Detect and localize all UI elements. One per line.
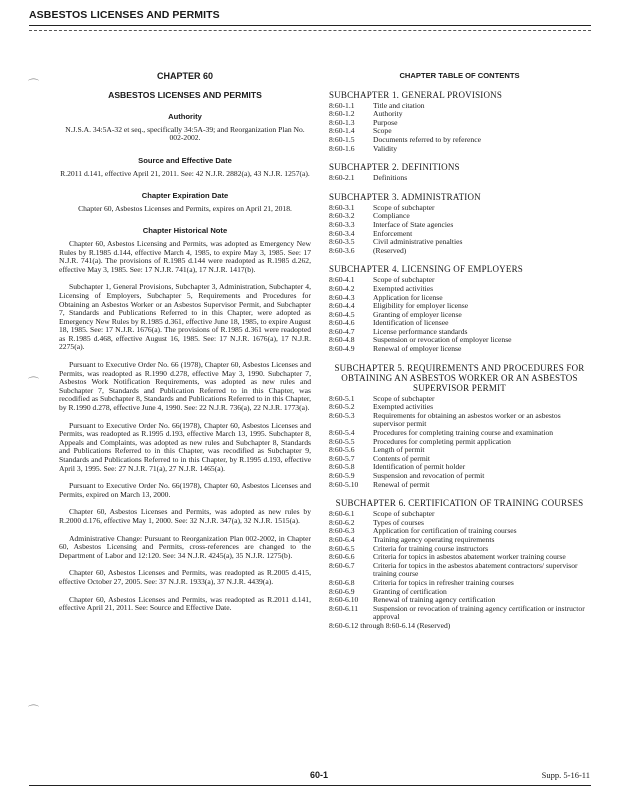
history-paragraph: Pursuant to Executive Order No. 66 (1978), Chapter 60, Asbestos Licenses and Permits, was readopted as R.1990 d.278, effective May 3, 1990. Subchapter 7, Asbestos Work Notification Requirements, was adopted as new rules and Subchapter 7, Standards and Publication Referred to in this Chapter, was recodified as Subchapter 8, Standards and Publications Referred to in this Chapter, by R.1990 d.278, effective June 4, 1990. See: 22 N.J.R. 736(a), 22 N.J.R. 1773(a). <box>59 360 311 413</box>
toc-entry[interactable] <box>329 238 590 247</box>
toc-entry[interactable] <box>329 110 590 119</box>
toc-entry[interactable] <box>329 136 590 145</box>
subchapter-5 <box>329 363 590 490</box>
toc-entry[interactable] <box>329 119 590 128</box>
toc-entry[interactable] <box>329 345 590 354</box>
section-number: 8:60-6.9 <box>329 586 355 596</box>
subchapter-heading: SUBCHAPTER 6. CERTIFICATION OF TRAINING COURSES <box>335 498 584 509</box>
section-number: 8:60-5.6 <box>329 445 355 455</box>
subchapter-2 <box>329 162 590 183</box>
history-paragraph: Pursuant to Executive Order No. 66(1978), Chapter 60, Asbestos Licenses and Permits, expired on March 13, 2000. <box>59 481 311 499</box>
section-number: 8:60-4.5 <box>329 309 355 319</box>
toc-entry[interactable] <box>329 562 590 579</box>
toc-entry[interactable] <box>329 311 590 320</box>
section-number: 8:60-5.9 <box>329 471 355 480</box>
section-number: 8:60-5.8 <box>329 462 355 472</box>
section-title: Application for certification of training courses <box>373 526 517 536</box>
chapter-number: CHAPTER 60 <box>156 71 213 81</box>
section-title: Purpose <box>373 117 398 127</box>
history-paragraph: Pursuant to Executive Order No. 66(1978), Chapter 60, Asbestos Licenses and Permits, was readopted as R.1995 d.193, effective March 13, 1995. Subchapter 8, Appeals and Complaints, was adopted as new rules and Subchapter 8, Standards and Publications Referred to in this Chapter, was recodified as Subchapter 9, Standards and Publications Referred to in this Chapter, by R.1995 d.193, effective April 3, 1995. See: 27 N.J.R. 71(a), 27 N.J.R. 1465(a). <box>59 420 311 473</box>
section-number: 8:60-6.1 <box>329 509 355 519</box>
toc-entry[interactable] <box>329 212 590 221</box>
section-number: 8:60-4.9 <box>329 344 355 354</box>
section-number: 8:60-5.1 <box>329 393 355 403</box>
section-title: Application for license <box>373 292 443 302</box>
section-number: 8:60-6.7 <box>329 560 355 570</box>
section-number: 8:60-5.7 <box>329 453 355 463</box>
section-number: 8:60-5.2 <box>329 402 355 412</box>
section-title: License performance standards <box>373 326 468 336</box>
toc-entry[interactable] <box>329 412 590 429</box>
section-number: 8:60-1.6 <box>329 143 355 153</box>
section-number: 8:60-3.2 <box>329 211 355 221</box>
section-title: Identification of licensee <box>373 318 449 328</box>
toc-entry[interactable] <box>329 510 590 519</box>
section-title: Exempted activities <box>373 283 434 293</box>
subchapter-heading: SUBCHAPTER 4. LICENSING OF EMPLOYERS <box>329 264 523 275</box>
section-title: Scope of subchapter <box>373 393 435 403</box>
section-number: 8:60-1.4 <box>329 126 355 136</box>
toc-entry[interactable] <box>329 221 590 230</box>
section-number: 8:60-4.3 <box>329 292 355 302</box>
expiration-heading: Chapter Expiration Date <box>141 191 229 201</box>
table-of-contents <box>329 72 590 640</box>
section-title: Scope of subchapter <box>373 202 435 212</box>
subchapter-3 <box>329 192 590 256</box>
chapter-title: ASBESTOS LICENSES AND PERMITS <box>108 89 262 100</box>
section-number: 8:60-4.4 <box>329 301 355 311</box>
historical-note-heading: Chapter Historical Note <box>142 226 228 236</box>
section-number: 8:60-3.5 <box>329 237 355 247</box>
toc-entry[interactable] <box>329 174 590 183</box>
section-title: Criteria for training course instructors <box>373 543 489 553</box>
section-number: 8:60-6.8 <box>329 577 355 587</box>
section-title: Criteria for topics in asbestos abatement worker training course <box>373 552 566 562</box>
page-number: 60-1 <box>310 770 329 780</box>
punch-mark: ⌒ <box>28 79 39 91</box>
section-number: 8:60-1.2 <box>329 109 355 119</box>
history-paragraph: Administrative Change: Pursuant to Reorganization Plan 002-2002, in Chapter 60, Asbestos Licensing and Permits, cross-references are changed to the Department of Labor and 12:120. See: 34 N.J.R. 4245(a), 35 N.J.R. 1275(b). <box>59 533 311 560</box>
history-paragraph: Chapter 60, Asbestos Licenses and Permits, was adopted as new rules by R.2000 d.176, effective May 1, 2000. See: 32 N.J.R. 347(a), 32 N.J.R. 1515(a). <box>59 507 311 525</box>
section-title: Scope of subchapter <box>373 509 435 519</box>
toc-entry[interactable] <box>329 395 590 404</box>
section-title: Documents referred to by reference <box>373 134 481 144</box>
section-title: Contents of permit <box>373 453 430 463</box>
section-title: Exempted activities <box>373 402 434 412</box>
subchapter-heading: SUBCHAPTER 5. REQUIREMENTS AND PROCEDURES FOR OBTAINING AN ASBESTOS WORKER OR AN ASBESTOS SUPERVISOR PERMIT <box>334 362 585 393</box>
subchapter-heading: SUBCHAPTER 3. ADMINISTRATION <box>329 191 481 202</box>
subchapter-heading: SUBCHAPTER 1. GENERAL PROVISIONS <box>329 89 503 100</box>
section-title: Suspension or revocation of employer license <box>373 335 512 345</box>
header-rule <box>29 25 591 26</box>
authority-text: N.J.S.A. 34:5A-32 et seq., specifically 34:5A-39; and Reorganization Plan No. 002-2002. <box>65 124 305 143</box>
section-number: 8:60-1.1 <box>329 100 355 110</box>
section-title: Training agency operating requirements <box>373 534 495 544</box>
section-title: Definitions <box>373 173 408 183</box>
authority-heading: Authority <box>168 112 202 122</box>
section-title: Renewal of training agency certification <box>373 595 496 605</box>
section-title: Validity <box>373 143 398 153</box>
section-number: 8:60-3.3 <box>329 219 355 229</box>
section-number: 8:60-6.4 <box>329 534 355 544</box>
subchapter-6 <box>329 498 590 630</box>
source-text: R.2011 d.141, effective April 21, 2011. See: 42 N.J.R. 2882(a), 43 N.J.R. 1257(a). <box>60 168 310 178</box>
toc-entry[interactable] <box>329 481 590 490</box>
section-number: 8:60-4.2 <box>329 283 355 293</box>
section-title: Length of permit <box>373 445 425 455</box>
subchapter-4 <box>329 264 590 353</box>
toc-entry[interactable] <box>329 579 590 588</box>
toc-entry[interactable] <box>329 247 590 256</box>
toc-entry[interactable] <box>329 446 590 455</box>
section-number: 8:60-4.1 <box>329 275 355 285</box>
section-number: 8:60-6.6 <box>329 552 355 562</box>
section-title: Scope of subchapter <box>373 275 435 285</box>
subchapter-heading: SUBCHAPTER 2. DEFINITIONS <box>329 162 460 173</box>
section-number: 8:60-1.3 <box>329 117 355 127</box>
section-title: Procedures for completing training course and examination <box>373 428 554 438</box>
punch-mark: ⌒ <box>28 377 39 389</box>
history-paragraph: Subchapter 1, General Provisions, Subchapter 3, Administration, Subchapter 4, Licensing of Employers, Subchapter 5, Requirements and Procedures for Obtaining an Asbestos Worker or an Asbestos Supervisor Permit, and Subchapter 7, Standards and Publications Referred to in this Chapter, were adopted as Emergency New Rules by R.1985 d.361, effective June 18, 1985, to expire August 18, 1985. See: 17 N.J.R. 1676(a). The provisions of R.1985 d.361 were readopted as R.1985 d.468, effective August 16, 1985. See: 17 N.J.R. 1676(a), 17 N.J.R. 2275(a). <box>59 282 311 352</box>
historical-note <box>59 240 311 613</box>
history-paragraph: Chapter 60, Asbestos Licenses and Permits, was readopted as R.2011 d.141, effective April 21, 2011. See: Source and Effective Date. <box>59 594 311 613</box>
toc-entry[interactable] <box>329 438 590 447</box>
section-number: 8:60-6.5 <box>329 543 355 553</box>
section-title: Suspension or revocation of training agency certification or instructor approval <box>373 603 585 622</box>
history-paragraph: Chapter 60, Asbestos Licenses and Permits, was readopted as R.2005 d.415, effective October 27, 2005. See: 37 N.J.R. 1933(a), 37 N.J.R. 4439(a). <box>59 568 311 586</box>
section-number: 8:60-3.6 <box>329 245 355 255</box>
section-title: Authority <box>373 109 403 119</box>
section-number: 8:60-4.8 <box>329 335 355 345</box>
section-title: Types of courses <box>373 517 424 527</box>
running-head: ASBESTOS LICENSES AND PERMITS <box>29 9 220 21</box>
section-title: Civil administrative penalties <box>373 237 463 247</box>
section-title: Identification of permit holder <box>373 462 466 472</box>
expiration-text: Chapter 60, Asbestos Licenses and Permits, expires on April 21, 2018. <box>78 203 292 213</box>
section-number: 8:60-6.10 <box>329 595 359 605</box>
toc-entry[interactable] <box>329 145 590 154</box>
section-title: Interface of State agencies <box>373 219 454 229</box>
section-title: Compliance <box>373 211 410 221</box>
toc-entry[interactable] <box>329 605 590 622</box>
section-title: Granting of certification <box>373 586 447 596</box>
supplement-date: Supp. 5-16-11 <box>541 770 590 780</box>
toc-entry[interactable] <box>329 276 590 285</box>
punch-mark: ⌒ <box>28 705 39 717</box>
section-title: Criteria for topics in the asbestos abatement contractors/ supervisor training course <box>373 560 578 579</box>
section-title: Scope <box>373 126 392 136</box>
section-number: 8:60-5.10 <box>329 479 359 489</box>
section-number: 8:60-6.11 <box>329 603 359 613</box>
section-title: Enforcement <box>373 228 413 238</box>
section-title: Renewal of permit <box>373 479 430 489</box>
section-number: 8:60-5.3 <box>329 410 355 420</box>
section-number: 8:60-6.2 <box>329 517 355 527</box>
section-number: 8:60-4.7 <box>329 326 355 336</box>
left-column <box>59 72 311 622</box>
header-rule-dashed <box>29 30 591 31</box>
section-title: Granting of employer license <box>373 309 462 319</box>
section-number: 8:60-1.5 <box>329 134 355 144</box>
section-number: 8:60-3.1 <box>329 202 355 212</box>
section-title: Eligibility for employer license <box>373 301 469 311</box>
source-heading: Source and Effective Date <box>138 155 232 165</box>
section-number: 8:60-5.5 <box>329 436 355 446</box>
section-title: Procedures for completing permit application <box>373 436 511 446</box>
subchapter-1 <box>329 90 590 154</box>
reserved-range[interactable]: 8:60-6.12 through 8:60-6.14 (Reserved) <box>329 620 451 630</box>
section-number: 8:60-5.4 <box>329 428 355 438</box>
section-number: 8:60-3.4 <box>329 228 355 238</box>
section-title: Requirements for obtaining an asbestos worker or an asbestos supervisor permit <box>373 410 561 429</box>
section-title: Renewal of employer license <box>373 344 462 354</box>
section-number: 8:60-2.1 <box>329 173 355 183</box>
section-number: 8:60-6.3 <box>329 526 355 536</box>
section-title: Suspension and revocation of permit <box>373 471 485 480</box>
history-paragraph: Chapter 60, Asbestos Licensing and Permits, was adopted as Emergency New Rules by R.1985 d.144, effective March 4, 1985, to expire May 3, 1985. See: 17 N.J.R. 741(a). The provisions of R.1985 d.144 were readopted as R.1985 d.262, effective May 3, 1985. See: 17 N.J.R. 741(a), 17 N.J.R. 1417(b). <box>59 238 311 274</box>
toc-entry[interactable] <box>329 472 590 481</box>
section-title: (Reserved) <box>373 245 407 255</box>
toc-title: CHAPTER TABLE OF CONTENTS <box>399 71 520 80</box>
section-title: Criteria for topics in refresher training courses <box>373 577 514 587</box>
toc-entry[interactable] <box>329 285 590 294</box>
toc-entry[interactable] <box>329 204 590 213</box>
footer-rule <box>29 785 591 786</box>
section-number: 8:60-4.6 <box>329 318 355 328</box>
toc-entry[interactable] <box>329 102 590 111</box>
section-title: Title and citation <box>373 100 425 110</box>
